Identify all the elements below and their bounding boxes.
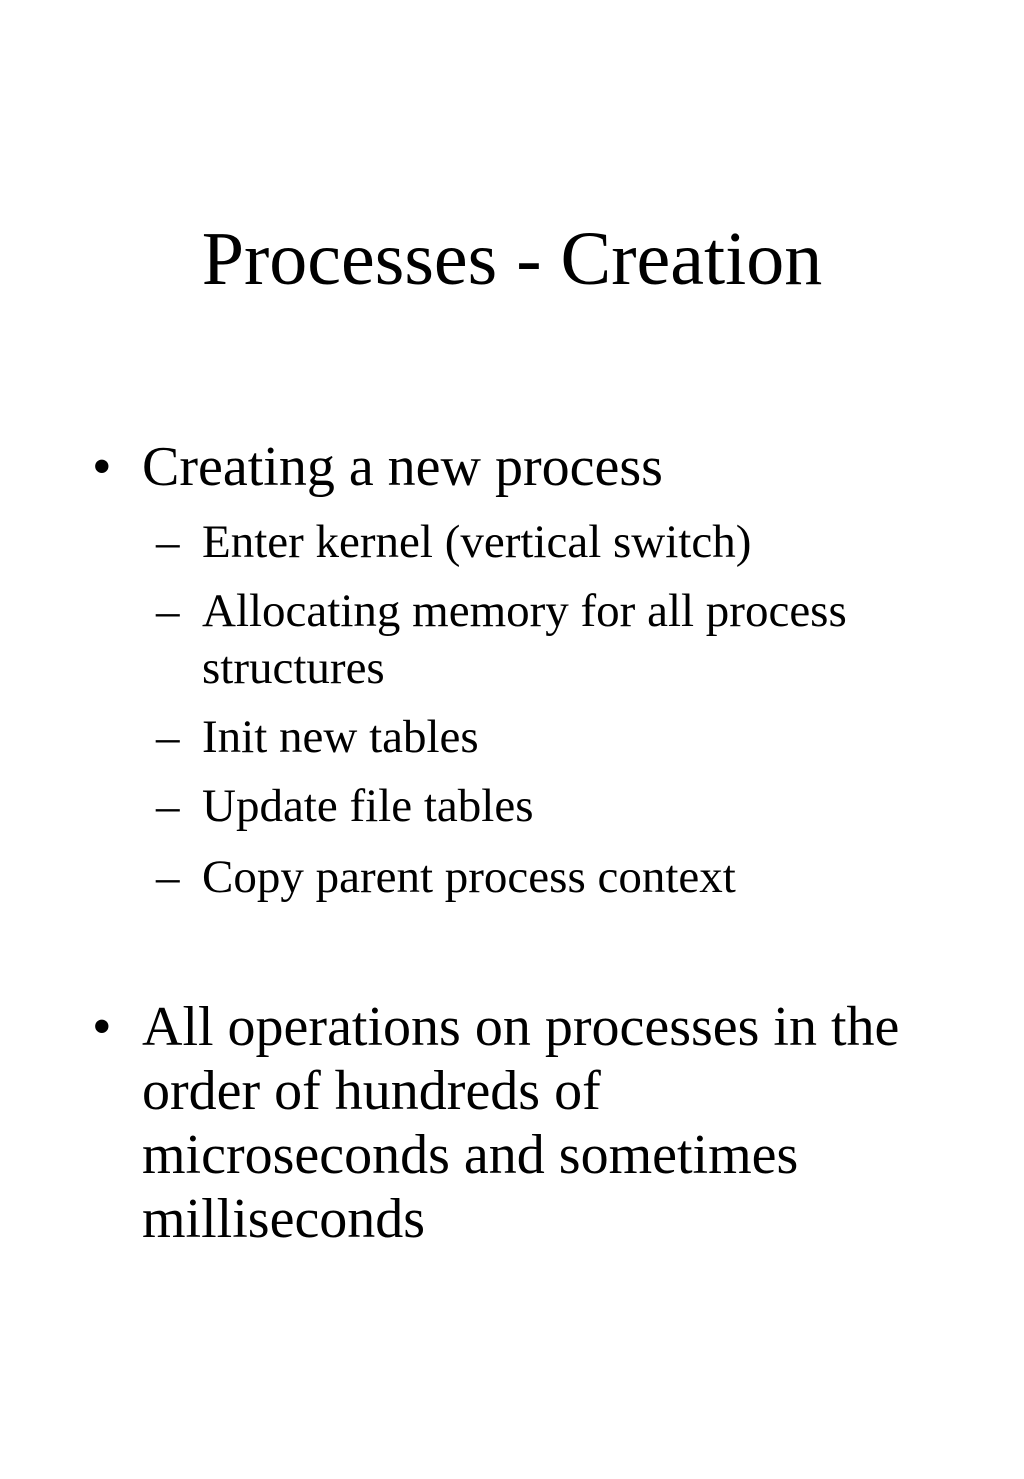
sub-item-mark: –	[156, 585, 180, 637]
sub-item-text: Enter kernel (vertical switch)	[202, 516, 752, 568]
bullet-mark: •	[92, 996, 112, 1058]
sub-item-mark: –	[156, 516, 180, 568]
sub-item-text: Update file tables	[202, 780, 534, 832]
sub-item-text: Init new tables	[202, 711, 479, 763]
sub-item-mark: –	[156, 851, 180, 903]
bullet-mark: •	[92, 436, 112, 498]
slide-title: Processes - Creation	[201, 217, 823, 301]
sub-item-mark: –	[156, 780, 180, 832]
bullet-text: All operations on processes in the order of hundreds of microseconds and sometimes milliseconds	[142, 996, 900, 1250]
bullet-text: Creating a new process	[142, 436, 663, 498]
sub-item-text: Copy parent process context	[202, 851, 736, 903]
sub-item-text: Allocating memory for all process structures	[202, 585, 847, 694]
sub-item-mark: –	[156, 711, 180, 763]
